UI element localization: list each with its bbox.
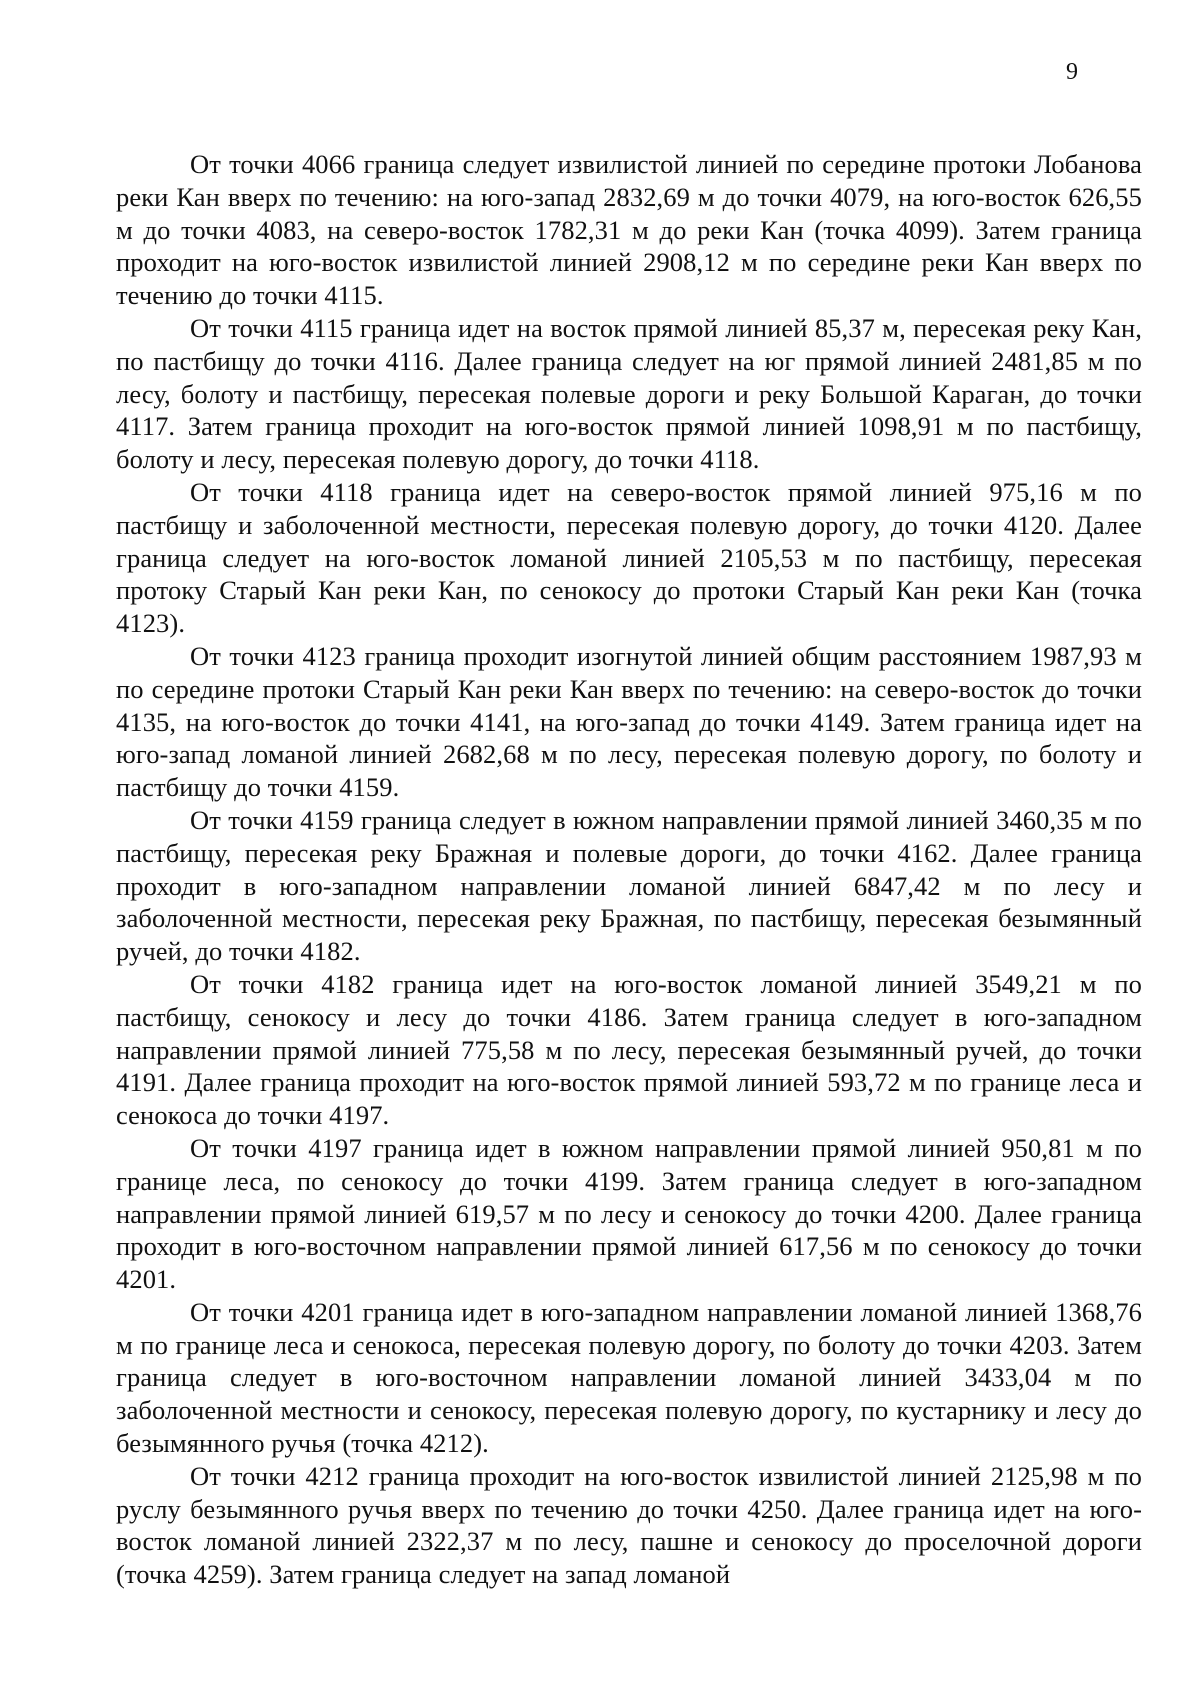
paragraph: От точки 4197 граница идет в южном направлении прямой линией 950,81 м по границе леса, по сенокосу до точки 4199. Затем граница следует в юго-западном направлении прямой линией 619,57 м по лесу и сенокосу до точки 4200. Далее граница проходит в юго-восточном направлении прямой линией 617,56 м по сенокосу до точки 4201. [116, 1132, 1142, 1295]
document-body [116, 148, 1142, 1591]
paragraph: От точки 4212 граница проходит на юго-восток извилистой линией 2125,98 м по руслу безымянного ручья вверх по течению до точки 4250. Далее граница идет на юго-восток ломаной линией 2322,37 м по лесу, пашне и сенокосу до проселочной дороги (точка 4259). Затем граница следует на запад ломаной [116, 1460, 1142, 1590]
page-number: 9 [1066, 59, 1078, 85]
paragraph: От точки 4201 граница идет в юго-западном направлении ломаной линией 1368,76 м по границе леса и сенокоса, пересекая полевую дорогу, по болоту до точки 4203. Затем граница следует в юго-восточном направлении ломаной линией 3433,04 м по заболоченной местности и сенокосу, пересекая полевую дорогу, по кустарнику и лесу до безымянного ручья (точка 4212). [116, 1296, 1142, 1459]
paragraph: От точки 4118 граница идет на северо-восток прямой линией 975,16 м по пастбищу и заболоченной местности, пересекая полевую дорогу, до точки 4120. Далее граница следует на юго-восток ломаной линией 2105,53 м по пастбищу, пересекая протоку Старый Кан реки Кан, по сенокосу до протоки Старый Кан реки Кан (точка 4123). [116, 476, 1142, 639]
paragraph: От точки 4066 граница следует извилистой линией по середине протоки Лобанова реки Кан вверх по течению: на юго-запад 2832,69 м до точки 4079, на юго-восток 626,55 м до точки 4083, на северо-восток 1782,31 м до реки Кан (точка 4099). Затем граница проходит на юго-восток извилистой линией 2908,12 м по середине реки Кан вверх по течению до точки 4115. [116, 149, 1142, 311]
paragraph: От точки 4159 граница следует в южном направлении прямой линией 3460,35 м по пастбищу, пересекая реку Бражная и полевые дороги, до точки 4162. Далее граница проходит в юго-западном направлении ломаной линией 6847,42 м по лесу и заболоченной местности, пересекая реку Бражная, по пастбищу, пересекая безымянный ручей, до точки 4182. [116, 804, 1142, 967]
paragraph: От точки 4123 граница проходит изогнутой линией общим расстоянием 1987,93 м по середине протоки Старый Кан реки Кан вверх по течению: на северо-восток до точки 4135, на юго-восток до точки 4141, на юго-запад до точки 4149. Затем граница идет на юго-запад ломаной линией 2682,68 м по лесу, пересекая полевую дорогу, по болоту и пастбищу до точки 4159. [116, 640, 1142, 803]
paragraph: От точки 4182 граница идет на юго-восток ломаной линией 3549,21 м по пастбищу, сенокосу и лесу до точки 4186. Затем граница следует в юго-западном направлении прямой линией 775,58 м по лесу, пересекая безымянный ручей, до точки 4191. Далее граница проходит на юго-восток прямой линией 593,72 м по границе леса и сенокоса до точки 4197. [116, 968, 1142, 1131]
paragraph: От точки 4115 граница идет на восток прямой линией 85,37 м, пересекая реку Кан, по пастбищу до точки 4116. Далее граница следует на юг прямой линией 2481,85 м по лесу, болоту и пастбищу, пересекая полевые дороги и реку Большой Караган, до точки 4117. Затем граница проходит на юго-восток прямой линией 1098,91 м по пастбищу, болоту и лесу, пересекая полевую дорогу, до точки 4118. [116, 312, 1142, 475]
